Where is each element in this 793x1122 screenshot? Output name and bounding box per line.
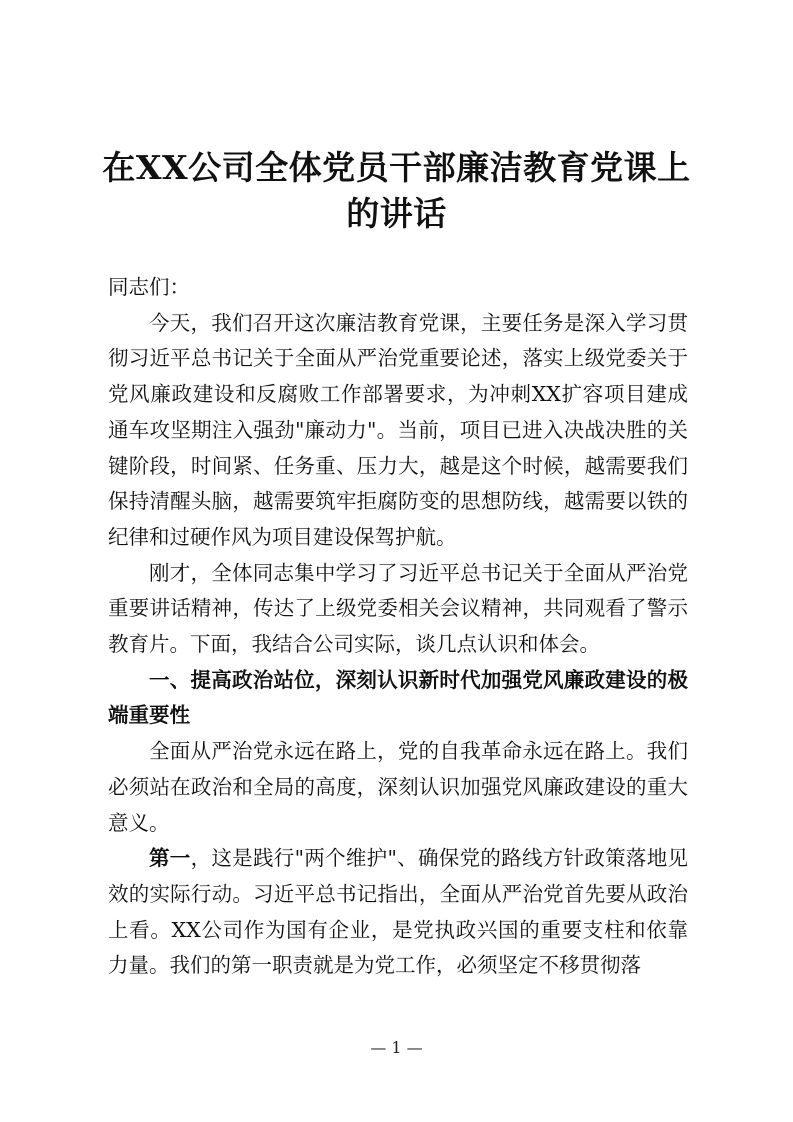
point-one-lead: 第一 xyxy=(149,846,191,871)
section-paragraph: 全面从严治党永远在路上，党的自我革命永远在路上。我们必须站在政治和全局的高度，深刻认识加强党风廉政建设的重大意义。 xyxy=(108,739,688,835)
paragraph-intro: 今天，我们召开这次廉洁教育党课，主要任务是深入学习贯彻习近平总书记关于全面从严治党重要论述，落实上级党委关于党风廉政建设和反腐败工作部署要求，为冲刺XX扩容项目建成通车攻坚期注入强劲"廉动力"。当前，项目已进入决战决胜的关键阶段，时间紧、任务重、压力大，越是这个时候，越需要我们保持清醒头脑，越需要筑牢拒腐防变的思想防线，越需要以铁的纪律和过硬作风为项目建设保驾护航。 xyxy=(108,310,688,549)
salutation: 同志们： xyxy=(108,275,190,299)
paragraph-context: 刚才，全体同志集中学习了习近平总书记关于全面从严治党重要讲话精神，传达了上级党委相关会议精神，共同观看了警示教育片。下面，我结合公司实际，谈几点认识和体会。 xyxy=(108,560,688,657)
point-one-text: ，这是践行"两个维护"、确保党的路线方针政策落地见效的实际行动。习近平总书记指出，全面从严治党首先要从政治上看。XX公司作为国有企业，是党执政兴国的重要支柱和依靠力量。我们的第一职责就是为党工作，必须坚定不移贯彻落 xyxy=(108,846,689,978)
document-title: 在XX公司全体党员干部廉洁教育党课上的讲话 xyxy=(102,148,691,233)
document-body xyxy=(108,270,688,984)
section-heading: 一、提高政治站位，深刻认识新时代加强党风廉政建设的极端重要性 xyxy=(108,667,688,728)
point-one-paragraph xyxy=(108,841,688,984)
page-number: — 1 — xyxy=(370,1038,423,1057)
